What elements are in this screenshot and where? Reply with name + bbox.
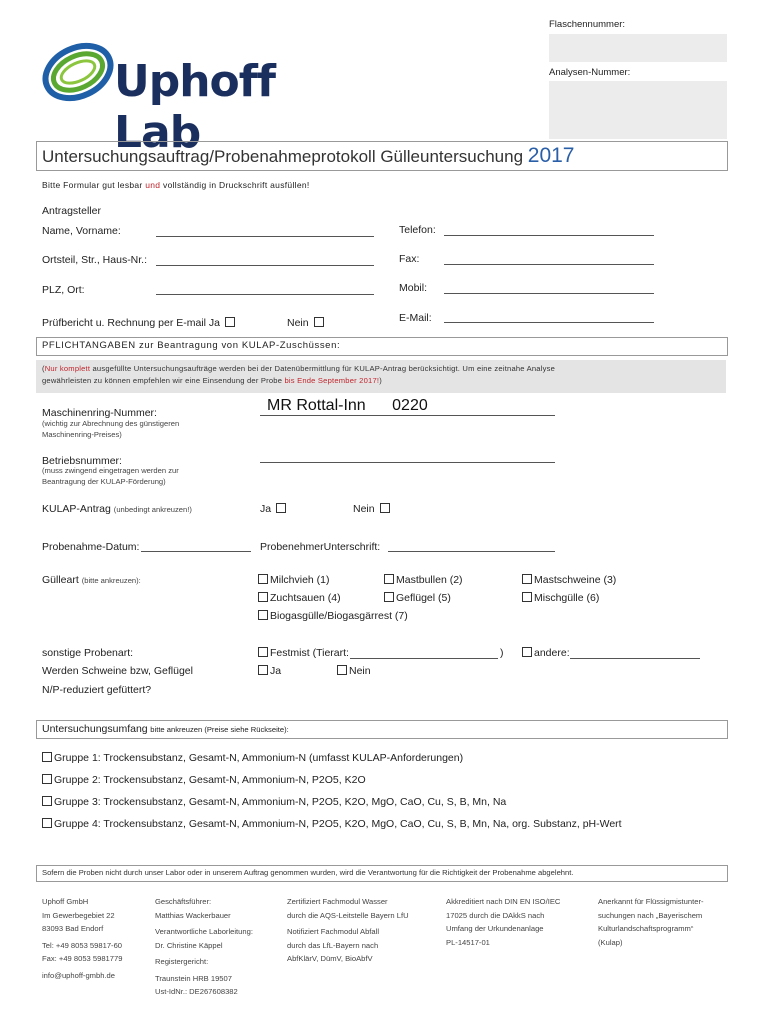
probenahme-datum-input[interactable] <box>141 551 251 552</box>
sonstige-label: sonstige Probenart: <box>42 647 134 659</box>
fax-input[interactable] <box>444 264 654 265</box>
betrieb-label: Betriebsnummer: <box>42 455 122 467</box>
pruefbericht-row: Prüfbericht u. Rechnung per E-mail Ja <box>42 317 237 329</box>
gruppe-2[interactable]: Gruppe 2: Trockensubstanz, Gesamt-N, Ammonium-N, P2O5, K2O <box>40 774 366 786</box>
schweine-ja[interactable]: Ja <box>256 665 281 677</box>
betrieb-input[interactable] <box>260 462 555 463</box>
analysennummer-label: Analysen-Nummer: <box>549 67 631 78</box>
email-input[interactable] <box>444 322 654 323</box>
logo-text: Uphoff Lab <box>114 56 276 158</box>
name-label: Name, Vorname: <box>42 225 121 237</box>
zuchtsauen-checkbox[interactable] <box>258 592 268 602</box>
andere-checkbox[interactable] <box>522 647 532 657</box>
schweine-ja-checkbox[interactable] <box>258 665 268 675</box>
probenehmer-input[interactable] <box>388 551 555 552</box>
gefluegel-checkbox[interactable] <box>384 592 394 602</box>
plz-label: PLZ, Ort: <box>42 284 85 296</box>
maschinenring-sub1: (wichtig zur Abrechnung des günstigeren <box>42 419 180 428</box>
kulap-ja-checkbox[interactable] <box>276 503 286 513</box>
plz-input[interactable] <box>156 294 374 295</box>
betrieb-sub1: (muss zwingend eingetragen werden zur <box>42 466 179 475</box>
pruefbericht-ja-checkbox[interactable] <box>225 317 235 327</box>
maschinenring-input[interactable] <box>260 415 555 416</box>
pflicht-note: (Nur komplett ausgefüllte Untersuchungsaufträge werden bei der Datenübermittlung für KULAP-Antrag berücksichtigt. Um eine zeitnahe Analyse gewährleisten zu können empfehlen wir eine Einsendung der Probe bis Ende September 2017!) <box>42 364 556 385</box>
gruppe-4[interactable]: Gruppe 4: Trockensubstanz, Gesamt-N, Ammonium-N, P2O5, K2O, MgO, CaO, Cu, S, B, Mn, Na, org. Substanz, pH-Wert <box>40 818 622 830</box>
antragsteller-heading: Antragsteller <box>42 205 101 217</box>
ortsteil-label: Ortsteil, Str., Haus-Nr.: <box>42 254 148 266</box>
kulap-label: KULAP-Antrag (unbedingt ankreuzen!) <box>42 503 192 515</box>
option-festmist[interactable]: Festmist (Tierart: <box>256 647 349 659</box>
probenehmer-label: ProbenehmerUnterschrift: <box>260 541 381 553</box>
option-mastschweine[interactable]: Mastschweine (3) <box>520 574 616 586</box>
ortsteil-input[interactable] <box>156 265 374 266</box>
mastschweine-checkbox[interactable] <box>522 574 532 584</box>
kulap-nein-checkbox[interactable] <box>380 503 390 513</box>
logo-swoosh-icon <box>40 38 120 108</box>
page-title <box>42 144 574 168</box>
option-zuchtsauen[interactable]: Zuchtsauen (4) <box>256 592 341 604</box>
andere-input[interactable] <box>570 658 700 659</box>
disclaimer-text: Sofern die Proben nicht durch unser Labor oder in unserem Auftrag genommen wurden, wird die Verantwortung für die Richtigkeit der Probenahme abgelehnt. <box>42 868 574 877</box>
option-biogas[interactable]: Biogasgülle/Biogasgärrest (7) <box>256 610 408 622</box>
maschinenring-label: Maschinenring-Nummer: <box>42 407 157 419</box>
probenahme-datum-label: Probenahme-Datum: <box>42 541 140 553</box>
schweine-nein-checkbox[interactable] <box>337 665 347 675</box>
footer-col-1: Uphoff GmbH Im Gewerbegebiet 22 83093 Bad Endorf Tel: +49 8053 59817-60 Fax: +49 8053 5981779 info@uphoff-gmbh.de <box>42 897 123 980</box>
pflicht-heading: PFLICHTANGABEN zur Beantragung von KULAP-Zuschüssen: <box>42 340 341 351</box>
maschinenring-value[interactable]: MR Rottal-Inn 0220 <box>267 397 428 414</box>
telefon-input[interactable] <box>444 235 654 236</box>
schweine-question-1: Werden Schweine bzw, Geflügel <box>42 665 193 677</box>
option-milchvieh[interactable]: Milchvieh (1) <box>256 574 330 586</box>
pruefbericht-nein-checkbox[interactable] <box>314 317 324 327</box>
festmist-close: ) <box>500 647 504 659</box>
footer-col-4: Akkreditiert nach DIN EN ISO/IEC 17025 durch die DAkkS nach Umfang der Urkundenanlage PL-14517-01 <box>446 897 561 947</box>
gruppe-1-checkbox[interactable] <box>42 752 52 762</box>
telefon-label: Telefon: <box>399 224 436 236</box>
gruppe-1[interactable]: Gruppe 1: Trockensubstanz, Gesamt-N, Ammonium-N (umfasst KULAP-Anforderungen) <box>40 752 463 764</box>
logo <box>40 38 340 158</box>
gruppe-3-checkbox[interactable] <box>42 796 52 806</box>
mischguelle-checkbox[interactable] <box>522 592 532 602</box>
schweine-question-2: N/P-reduziert gefüttert? <box>42 684 152 696</box>
option-andere[interactable]: andere: <box>520 647 570 659</box>
footer-col-5: Anerkannt für Flüssigmistunter- suchungen nach „Bayerischem Kulturlandschaftsprogramm“ (Kulap) <box>598 897 704 947</box>
betrieb-sub2: Beantragung der KULAP-Förderung) <box>42 477 166 486</box>
pruefbericht-nein: Nein <box>287 317 326 329</box>
mobil-input[interactable] <box>444 293 654 294</box>
flaschennummer-label: Flaschennummer: <box>549 19 626 30</box>
instruction-text: Bitte Formular gut lesbar und vollständig in Druckschrift ausfüllen! <box>42 180 310 190</box>
milchvieh-checkbox[interactable] <box>258 574 268 584</box>
umfang-heading: Untersuchungsumfang bitte ankreuzen (Preise siehe Rückseite): <box>42 723 289 735</box>
gruppe-4-checkbox[interactable] <box>42 818 52 828</box>
option-gefluegel[interactable]: Geflügel (5) <box>382 592 451 604</box>
maschinenring-sub2: Maschinenring-Preises) <box>42 430 122 439</box>
title-main: Untersuchungsauftrag/Probenahmeprotokoll Gülleuntersuchung <box>42 147 524 166</box>
gruppe-3[interactable]: Gruppe 3: Trockensubstanz, Gesamt-N, Ammonium-N, P2O5, K2O, MgO, CaO, Cu, S, B, Mn, Na <box>40 796 506 808</box>
guelleart-label: Gülleart (bitte ankreuzen): <box>42 574 141 586</box>
kulap-nein: Nein <box>353 503 392 515</box>
biogas-checkbox[interactable] <box>258 610 268 620</box>
footer-col-2: Geschäftsführer: Matthias Wackerbauer Verantwortliche Laborleitung: Dr. Christine Käppel Registergericht: Traunstein HRB 19507 Ust-IdNr.: DE267608382 <box>155 897 253 996</box>
flaschennummer-field[interactable] <box>549 34 727 62</box>
analysennummer-field[interactable] <box>549 81 727 139</box>
gruppe-2-checkbox[interactable] <box>42 774 52 784</box>
festmist-checkbox[interactable] <box>258 647 268 657</box>
email-label: E-Mail: <box>399 312 432 324</box>
option-mischguelle[interactable]: Mischgülle (6) <box>520 592 599 604</box>
name-input[interactable] <box>156 236 374 237</box>
kulap-ja: Ja <box>260 503 288 515</box>
festmist-tierart-input[interactable] <box>350 658 498 659</box>
title-year: 2017 <box>527 144 575 167</box>
fax-label: Fax: <box>399 253 420 265</box>
mastbullen-checkbox[interactable] <box>384 574 394 584</box>
footer-col-3: Zertifiziert Fachmodul Wasser durch die AQS-Leitstelle Bayern LfU Notifiziert Fachmodul Abfall durch das LfL-Bayern nach AbfKlärV, DümV, BioAbfV <box>287 897 409 963</box>
mobil-label: Mobil: <box>399 282 428 294</box>
schweine-nein[interactable]: Nein <box>335 665 371 677</box>
option-mastbullen[interactable]: Mastbullen (2) <box>382 574 463 586</box>
